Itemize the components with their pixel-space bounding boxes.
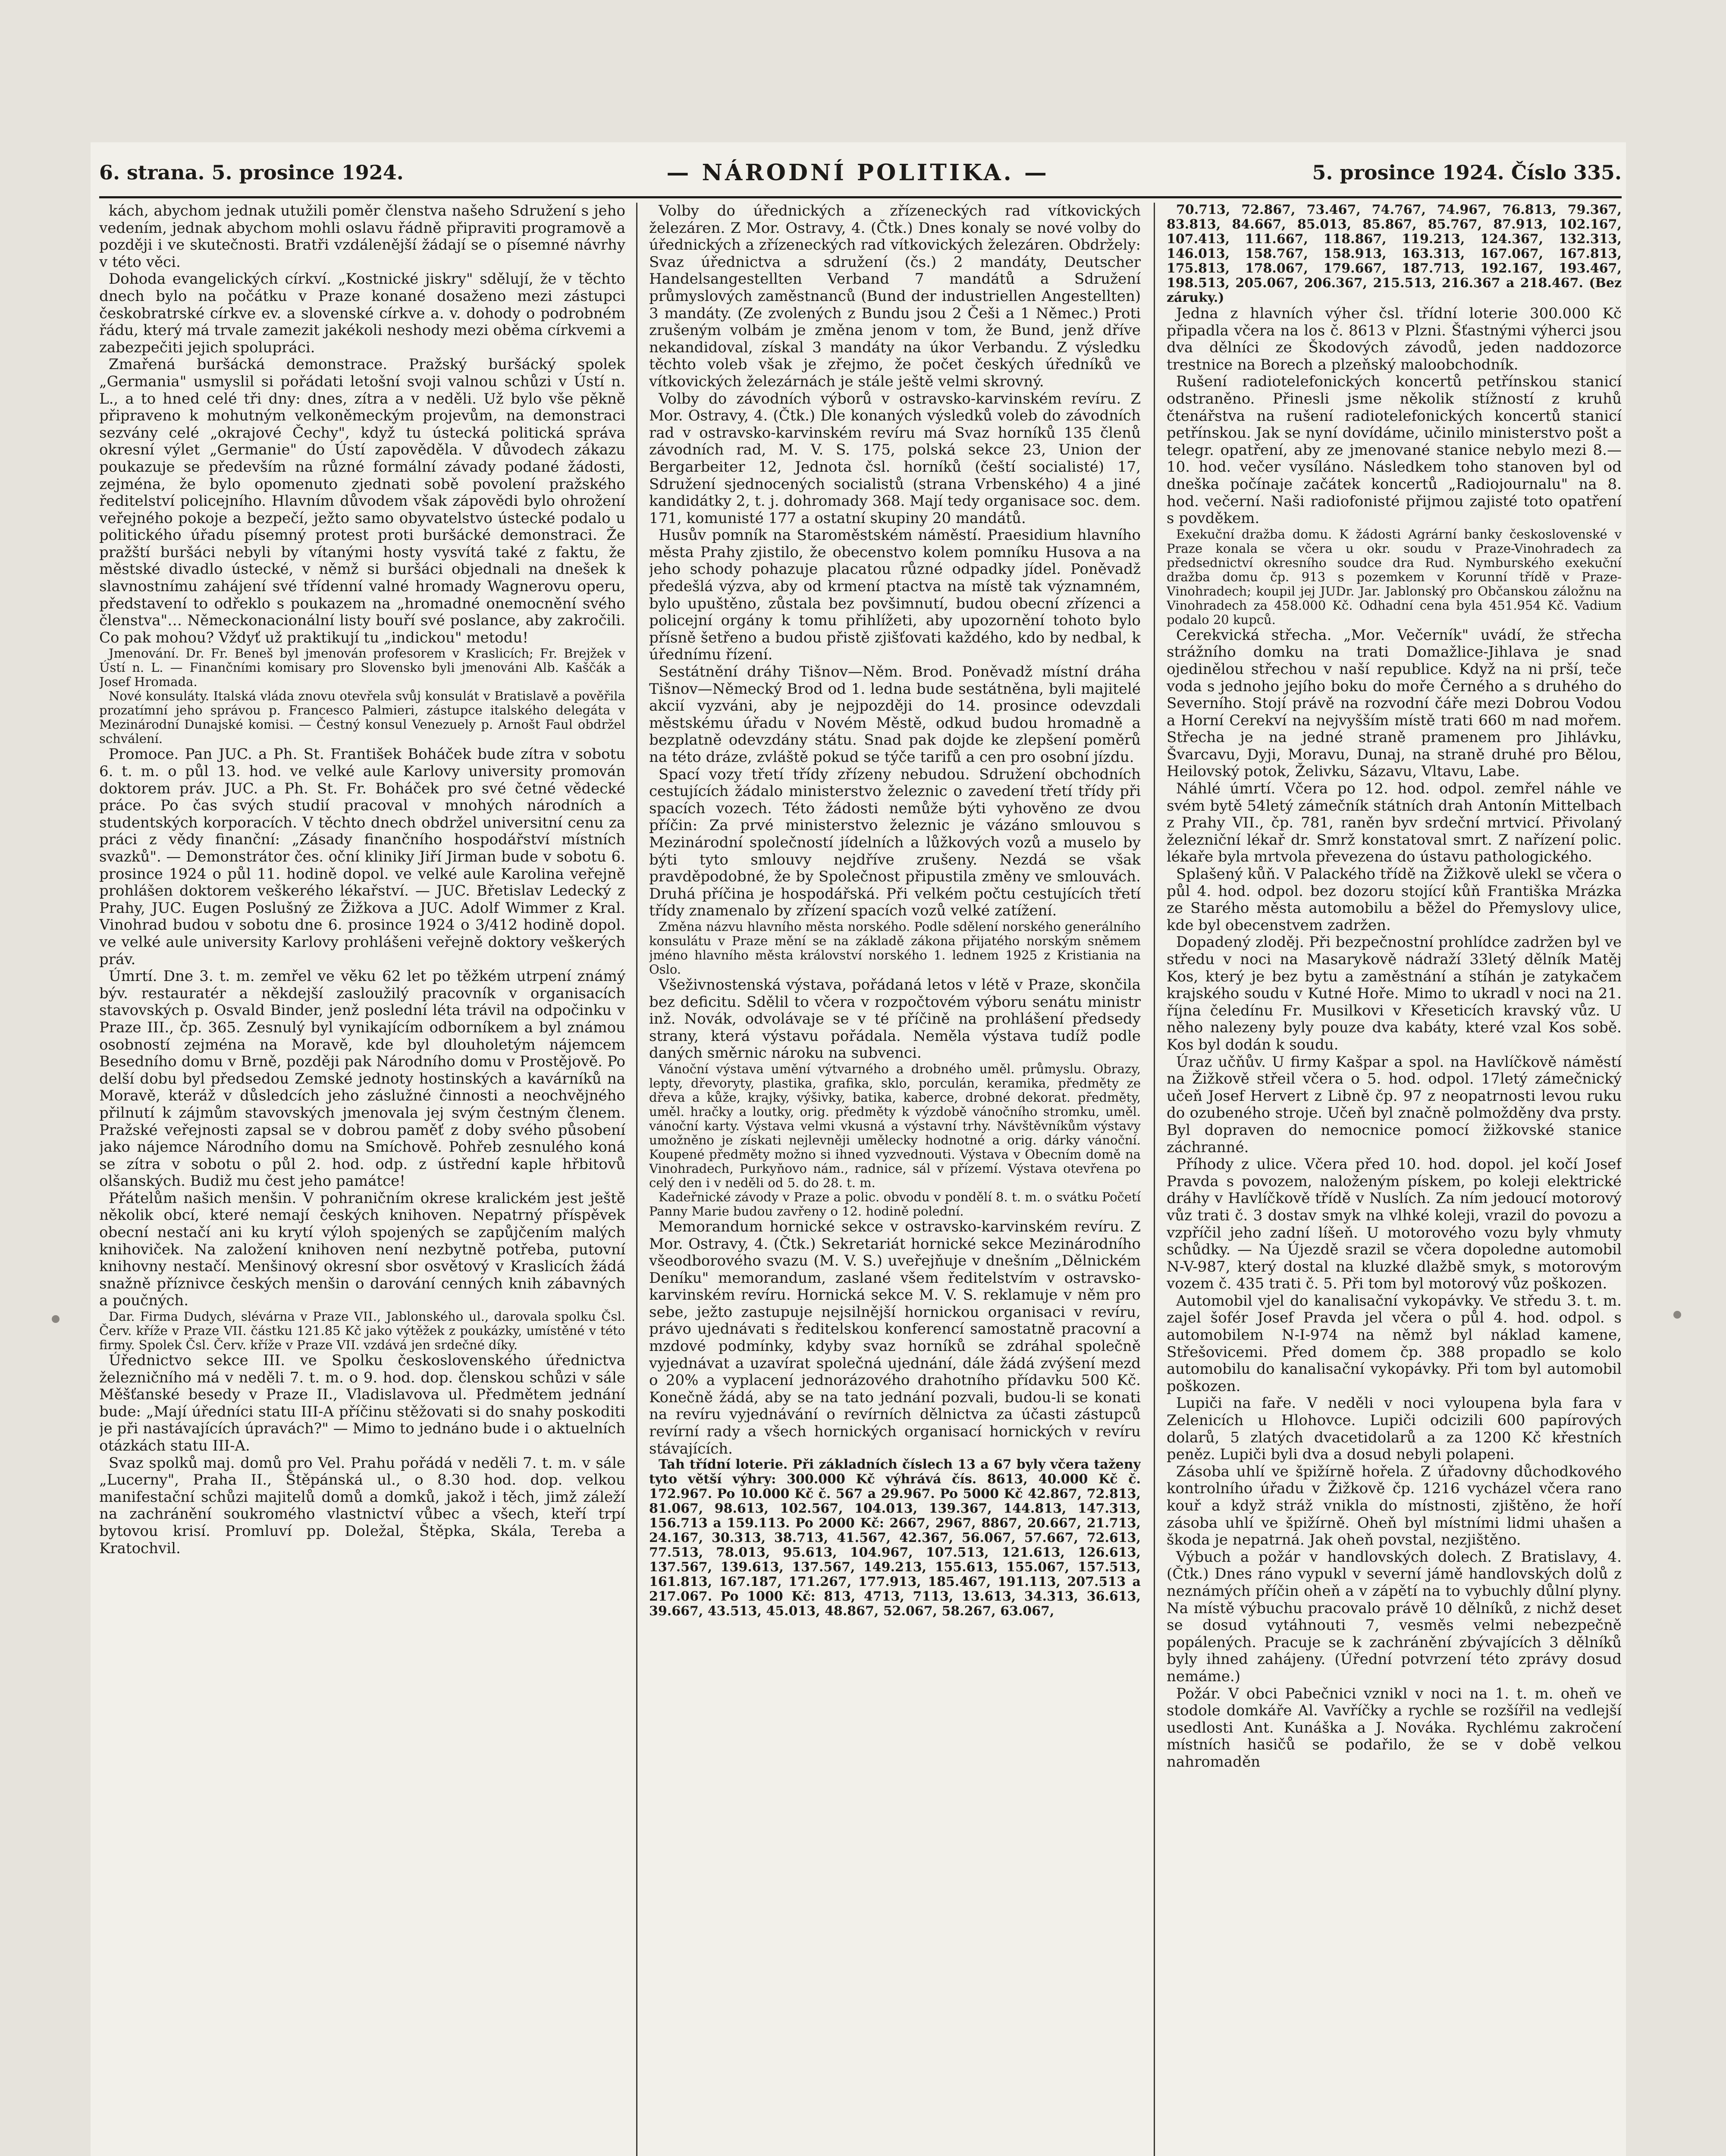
- article: kách, abychom jednak utužili poměr členstva našeho Sdružení s jeho vedením, jednak abychom mohli oslavu řádně připraviti programově a později i ve skutečnosti. Bratři vzdálenější žádají se o písemné návrhy v této věci.: [99, 203, 625, 271]
- article: Dopadený zloděj. Při bezpečnostní prohlídce zadržen byl ve středu v noci na Masarykově nádraží 33letý dělník Matěj Kos, který je bez bytu a zaměstnání a stíhán je zatykačem krajského soudu v Kutné Hoře. Mimo to ukradl v noci na 21. října čeledínu Fr. Musilkovi v Křeseticích kravský vůz. U něho nalezeny byly pouze dva kabáty, které vzal Kos sobě. Kos byl dodán k soudu.: [1167, 934, 1622, 1053]
- article: Splašený kůň. V Palackého třídě na Žižkově ulekl se včera o půl 4. hod. odpol. bez dozoru stojící kůň Františka Mrázka ze Starého města automobilu a běžel do Přemyslovy ulice, kde byl obecenstvem zadržen.: [1167, 865, 1622, 934]
- article: Jmenování. Dr. Fr. Beneš byl jmenován profesorem v Kraslicích; Fr. Brejžek v Ústí n. L. — Finančními komisary pro Slovensko byli jmenováni Alb. Kaščák a Josef Hromada.: [99, 646, 625, 689]
- article: Dohoda evangelických církví. „Kostnické jiskry" sdělují, že v těchto dnech bylo na počátku v Praze konané dosaženo mezi zástupci českobratrské církve ev. a slovenské církve a. v. dohody o podrobném řádu, který má trvale zamezit jakékoli neshody mezi oběma církvemi a zabezpečiti jejich spolupráci.: [99, 270, 625, 356]
- article: Lupiči na faře. V neděli v noci vyloupena byla fara v Zelenicích u Hlohovce. Lupiči odcizili 600 papírových dolarů, 5 zlatých dvacetidolarů a za 1200 Kč křestních peněz. Lupiči byli dva a dosud nebyli polapeni.: [1167, 1395, 1622, 1463]
- article: Přátelům našich menšin. V pohraničním okrese kralickém jest ještě několik obcí, které nemají českých knihoven. Nepatrný příspěvek obecní nestačí ani ku krytí výloh spojených se zapůjčením malých knihoviček. Na založení knihoven není nezbytně potřeba, putovní knihovny nestačí. Menšinový okresní sbor osvětový v Kraslicích žádá snažně příznivce českých menšin o darování cenných knih zábavných a poučných.: [99, 1189, 625, 1310]
- lottery-results: Tah třídní loterie. Při základních číslech 13 a 67 byly včera taženy tyto větší výhry: 300.000 Kč výhrává čís. 8613, 40.000 Kč č. 172.967. Po 10.000 Kč č. 567 a 29.967. Po 5000 Kč 42.867, 72.813, 81.067, 98.613, 102.567, 104.013, 139.367, 144.813, 147.313, 156.713 a 159.113. Po 2000 Kč: 2667, 2967, 8867, 20.667, 21.713, 24.167, 30.313, 38.713, 41.567, 42.367, 56.067, 57.667, 72.613, 77.513, 78.013, 95.613, 104.967, 107.513, 121.613, 126.613, 137.567, 139.613, 137.567, 149.213, 155.613, 155.067, 157.513, 161.813, 167.187, 171.267, 177.913, 185.467, 191.113, 207.513 a 217.067. Po 1000 Kč: 813, 4713, 7113, 13.613, 34.313, 36.613, 39.667, 43.513, 45.013, 48.867, 52.067, 58.267, 63.067,: [649, 1457, 1141, 1619]
- article: Memorandum hornické sekce v ostravsko-karvinském revíru. Z Mor. Ostravy, 4. (Čtk.) Sekretariát hornické sekce Mezinárodního všeodborového svazu (M. V. S.) uveřejňuje v dnešním „Dělnickém Deníku" memorandum, zaslané všem ředitelstvím v ostravsko-karvinském revíru. Hornická sekce M. V. S. reklamuje v něm pro sebe, ježto zastupuje nejsilnější hornickou organisaci v revíru, právo ujednávati s ředitelskou konferencí samostatně pracovní a mzdové podmínky, kdyby svaz horníků se zdráhal společně vyjednávat a uzavírat společná ujednání, dále žádá zvýšení mezd o 20% a vyplacení jednorázového drahotního přídavku 500 Kč. Konečně žádá, aby se na tato jednání pozvali, budou-li se konati na revíru vyjednávání o revírních dělnictva za účasti zástupců revírní rady a všech hornických organisací hornických v revíru stávajících.: [649, 1218, 1141, 1457]
- article: Nové konsuláty. Italská vláda znovu otevřela svůj konsulát v Bratislavě a pověřila prozatímní jeho správou p. Francesco Palmieri, zástupce italského delegáta v Mezinárodní Dunajské komisi. — Čestný konsul Venezuely p. Arnošt Faul obdržel schválení.: [99, 689, 625, 746]
- newspaper-title: — NÁRODNÍ POLITIKA. —: [666, 159, 1049, 186]
- article: Husův pomník na Staroměstském náměstí. Praesidium hlavního města Prahy zjistilo, že obecenstvo kolem pomníku Husova a na jeho schody pohazuje placatou různé odpadky jídel. Poněvadž předešlá výzva, aby od krmení ptactva na místě tak významném, bylo upuštěno, zůstala bez povšimnutí, budou obecní zřízenci a policejní orgány k tomu přihlížeti, aby upozornění tohoto bylo přísně šetřeno a budou přistě zjišťovati každého, kdo by nedbal, k úřednímu řízení.: [649, 526, 1141, 664]
- article: Exekuční dražba domu. K žádosti Agrární banky československé v Praze konala se včera u okr. soudu v Praze-Vinohradech za předsednictví okresního soudce dra Rud. Nymburského exekuční dražba domu čp. 913 s pozemkem v Korunní třídě v Praze-Vinohradech; koupil jej JUDr. Jar. Jablonský pro Občanskou záložnu na Vinohradech za 458.000 Kč. Odhadní cena byla 451.954 Kč. Vadium podalo 20 kupců.: [1167, 526, 1622, 627]
- article: Promoce. Pan JUC. a Ph. St. František Boháček bude zítra v sobotu 6. t. m. o půl 13. hod. ve velké aule Karlovy university promován doktorem práv. JUC. a Ph. St. Fr. Boháček pro své četné vědecké práce. Po čas svých studií pracoval v mnohých národních a studentských korporacích. V těchto dnech obdržel universitní cenu za práci z vědy finanční: „Zásady finančního hospodářství místních svazků". — Demonstrátor čes. oční kliniky Jiří Jirman bude v sobotu 6. prosince 1924 o půl 11. hodině dopol. ve velké aule Karolina veřejně prohlášen doktorem veškerého lékařství. — JUC. Břetislav Ledecký z Prahy, JUC. Eugen Poslušný ze Žižkova a JUC. Adolf Wimmer z Kral. Vinohrad budou v sobotu dne 6. prosince 1924 o 3/412 hodině dopol. ve velké aule university Karlovy prohlášeni veřejně doktory veškerých práv.: [99, 746, 625, 968]
- article: Vánoční výstava umění výtvarného a drobného uměl. průmyslu. Obrazy, lepty, dřevoryty, plastika, grafika, sklo, porculán, keramika, předměty ze dřeva a kůže, krajky, výšivky, batika, kaberce, drobné dekorat. předměty, uměl. hračky a loutky, orig. předměty k výzdobě vánočního stromku, uměl. vánoční karty. Výstava velmi vkusná a výstavní trhy. Návštěvníkům výstavy umožněno je získati nejlevněji umělecky hodnotné a orig. dárky vánoční. Koupené předměty možno si ihned vyzvednouti. Výstava v Obecním domě na Vinohradech, Purkyňovo nám., radnice, sál v přízemí. Výstava otevřena po celý den i v neděli od 5. do 28. t. m.: [649, 1061, 1141, 1190]
- article: Zmařená buršácká demonstrace. Pražský buršácký spolek „Germania" usmyslil si pořádati letošní svoji valnou schůzi v Ústí n. L., a to hned celé tři dny: dnes, zítra a v neděli. Už bylo vše pěkně připraveno k mohutným velkoněmeckým projevům, na demonstraci sezvány celé „okrajové Čechy", když tu ústecká politická správa okresní výlet „Germanie" do Ústí zapověděla. V důvodech zákazu poukazuje se především na různé formální závady podané žádosti, zejména, že bylo opomenuto zjednati sobě povolení pražského ředitelství policejního. Hlavním důvodem však zápovědi bylo ohrožení veřejného pokoje a bezpečí, ježto samo obyvatelstvo ústecké podalo u politického úřadu písemný protest proti buršácké demonstraci. Že pražští buršáci nebyli by vítanými hosty vysvítá také z faktu, že městské divadlo ústecké, v němž si buršáci objednali na dnešek k slavnostnímu zahájení své třídenní valné hromady Wagnerovu operu, představení to odřeklo s poukazem na „hromadné onemocnění svého členstva"… Německonacionální listy bouří své poslance, aby zakročili. Co pak mohou? Vždyť už praktikují tu „indickou" metodu!: [99, 356, 625, 646]
- article: Dar. Firma Dudych, slévárna v Praze VII., Jablonského ul., darovala spolku Čsl. Červ. kříže v Praze VII. částku 121.85 Kč jako výtěžek z poukázky, umístěné v této firmy. Spolek Čsl. Červ. kříže v Praze VII. vzdává jen srdečné díky.: [99, 1309, 625, 1353]
- article: Cerekvická střecha. „Mor. Večerník" uvádí, že střecha strážního domku na trati Domažlice-Jihlava je snad ojedinělou střechou v naší republice. Když na ni prší, teče voda s jednoho jejího boku do moře Černého a s druhého do Severního. Stojí právě na rozvodní čáře mezi Dobrou Vodou a Horní Cerekví na nejvyšším místě trati 660 m nad mořem. Střecha je na jedné straně pramenem pro Jihlávku, Švarcavu, Dyji, Moravu, Dunaj, na straně druhé pro Bělou, Heilovský potok, Želivku, Sázavu, Vltavu, Labe.: [1167, 626, 1622, 780]
- article: Úraz učňův. U firmy Kašpar a spol. na Havlíčkově náměstí na Žižkově střeil včera o 5. hod. odpol. 17letý zámečnický učeň Josef Hervert z Libně čp. 97 z neopatrnosti levou ruku do ozubeného stroje. Učeň byl značně polmožděny dva prsty. Byl dopraven do nemocnice pomocí žižkovské stanice záchranné.: [1167, 1053, 1622, 1156]
- article: Příhody z ulice. Včera před 10. hod. dopol. jel kočí Josef Pravda s povozem, naloženým pískem, po koleji elektrické dráhy v Havlíčkově třídě v Nuslích. Za ním jedoucí motorový vůz trati č. 3 dostav smyk na vlhké koleji, vrazil do povozu a vzpříčil jeho zadní líšeň. U motorového vozu byly vhmuty schůdky. — Na Újezdě srazil se včera dopoledne automobil N-V-987, který dostal na kluzké dlažbě smyk, s motorovým vozem č. 435 trati č. 5. Při tom byl motorový vůz poškozen.: [1167, 1156, 1622, 1293]
- lottery-results-continued: 70.713, 72.867, 73.467, 74.767, 74.967, 76.813, 79.367, 83.813, 84.667, 85.013, 85.867, 85.767, 87.913, 102.167, 107.413, 111.667, 118.867, 119.213, 124.367, 132.313, 146.013, 158.767, 158.913, 163.313, 167.067, 167.813, 175.813, 178.067, 179.667, 187.713, 192.167, 193.467, 198.513, 205.067, 206.367, 215.513, 216.367 a 218.467. (Bez záruky.): [1167, 203, 1622, 305]
- article: Volby do úřednických a zřízeneckých rad vítkovických železáren. Z Mor. Ostravy, 4. (Čtk.) Dnes konaly se nové volby do úřednických a zřízeneckých rad vítkovických železáren. Obdržely: Svaz úřednictva a sdružení (čs.) 2 mandáty, Deutscher Handelsangestellten Verband 7 mandátů a Sdružení průmyslových zaměstnanců (Bund der industriellen Angestellten) 3 mandáty. (Ze zvolených z Bundu jsou 2 Češi a 1 Němec.) Proti zrušeným volbám je změna jenom v tom, že Bund, jenž dříve nekandidoval, získal 3 mandáty na úkor Verbandu. Z výsledku těchto voleb však je zřejmo, že počet českých úředníků ve vítkovických železárnách je stále ještě velmi skrovný.: [649, 203, 1141, 390]
- header-left: 6. strana. 5. prosince 1924.: [99, 161, 404, 184]
- column-2: [649, 203, 1141, 2156]
- article: Spací vozy třetí třídy zřízeny nebudou. Sdružení obchodních cestujících žádalo ministerstvo železnic o zavedení třetí třídy při spacích vozech. Této žádosti nemůže býti vyhověno ze dvou příčin: Za prvé ministerstvo železnic je vázáno smlouvou s Mezinárodní společností jídelních a lůžkových vozů a muselo by býti tyto smlouvy nejdříve zrušeny. Nezdá se však pravděpodobné, že by Společnost připustila změny ve smlouvách. Druhá příčina je hospodářská. Při velkém počtu cestujících třetí třídy znamenalo by zřízení spacích vozů velké zatížení.: [649, 765, 1141, 920]
- column-divider: [1154, 203, 1155, 2156]
- article: Jedna z hlavních výher čsl. třídní loterie 300.000 Kč připadla včera na los č. 8613 v Plzni. Šťastnými výherci jsou dva dělníci ze Škodových závodů, jeden naddozorce trestnice na Borech a plzeňský maloobchodník.: [1167, 305, 1622, 373]
- header-rule: [99, 196, 1622, 198]
- article: Kadeřnické závody v Praze a polic. obvodu v pondělí 8. t. m. o svátku Početí Panny Marie budou zavřeny o 12. hodině polední.: [649, 1189, 1141, 1219]
- article: Úmrtí. Dne 3. t. m. zemřel ve věku 62 let po těžkém utrpení známý býv. restauratér a někdejší zasloužilý pracovník v organisacích stavovských p. Osvald Binder, jenž poslední léta trávil na odpočinku v Praze III., čp. 365. Zesnulý byl vynikajícím odborníkem a byl známou osobností zejména na Moravě, kde byl dlouholetým nájemcem Besedního domu v Brně, později pak Národního domu v Prostějově. Po delší dobu byl předsedou Zemské jednoty hostinských a kavárníků na Moravě, kteráž v důsledcích jeho záslužné činnosti a neochvějného přilnutí k zájmům stavovských jmenovala jej svým čestným členem. Pražské veřejnosti zapsal se v dobrou paměť z doby svého působení jako nájemce Národního domu na Smíchově. Pohřeb zesnulého koná se zítra v sobotu o půl 2. hod. odp. z ústřední kaple hřbitovů olšanských. Budiž mu čest jeho památce!: [99, 968, 625, 1190]
- column-1: [99, 203, 625, 2156]
- article: Volby do závodních výborů v ostravsko-karvinském revíru. Z Mor. Ostravy, 4. (Čtk.) Dle konaných výsledků voleb do závodních rad v ostravsko-karvinském revíru má Svaz horníků 135 členů závodních rad, M. V. S. 175, polská sekce 23, Union der Bergarbeiter 12, Jednota čsl. horníků (čeští socialisté) 17, Sdružení sjednocených socialistů (strana Vrbenského) 4 a jiné kandidátky 2, t. j. dohromady 368. Mají tedy organisace soc. dem. 171, komunisté 177 a ostatní skupiny 20 mandátů.: [649, 390, 1141, 527]
- article: Sestátnění dráhy Tišnov—Něm. Brod. Poněvadž místní dráha Tišnov—Německý Brod od 1. ledna bude sestátněna, byli majitelé akcií vyzváni, aby je nejpozději do 14. prosince odevzdali městskému úřadu v Novém Městě, odkud budou hromadně a bezplatně odevzdány státu. Snad pak dojde ke zlepšení poměrů na této dráze, zvláště pokud se týče tarifů a cen pro osobní jízdu.: [649, 663, 1141, 766]
- article: Náhlé úmrtí. Včera po 12. hod. odpol. zemřel náhle ve svém bytě 54letý zámečník státních drah Antonín Mittelbach z Prahy VII., čp. 781, raněn byv srdeční mrtvicí. Přivolaný železniční lékař dr. Smrž konstatoval smrt. Z nařízení polic. lékaře byla mrtvola převezena do ústavu pathologického.: [1167, 780, 1622, 866]
- article: Svaz spolků maj. domů pro Vel. Prahu pořádá v neděli 7. t. m. v sále „Lucerny", Praha II., Štěpánská ul., o 8.30 hod. dop. velkou manifestační schůzi majitelů domů a domků, jakož i těch, jimž záleží na zachránění soukromého vlastnictví vůbec a všech, kteří trpí bytovou krisí. Promluví pp. Doležal, Štěpka, Skála, Tereba a Kratochvil.: [99, 1454, 625, 1557]
- article: Automobil vjel do kanalisační vykopávky. Ve středu 3. t. m. zajel šofér Josef Pravda jel včera o půl 4. hod. odpol. s automobilem N-I-974 na němž byl náklad kamene, Střešovicemi. Před domem čp. 388 propadlo se kolo automobilu do kanalisační vykopávky. Při tom byl automobil poškozen.: [1167, 1292, 1622, 1395]
- header-right: 5. prosince 1924. Číslo 335.: [1312, 161, 1622, 184]
- article: Požár. V obci Pabečnici vznikl v noci na 1. t. m. oheň ve stodole domkáře Al. Vavříčky a rychle se rozšířil na vedlejší usedlosti Ant. Kunáška a J. Nováka. Rychlému zakročení místních hasičů se podařilo, že se v době velkou nahromaděn: [1167, 1685, 1622, 1771]
- article: Úřednictvo sekce III. ve Spolku československého úřednictva železničního má v neděli 7. t. m. o 9. hod. dop. členskou schůzi v sále Měšťanské besedy v Praze II., Vladislavova ul. Předmětem jednání bude: „Mají úředníci statu III-A příčinu stěžovati si do snahy poskoditi je při nastávajících úpravách?" — Mimo to jednáno bude i o aktuelních otázkách statu III-A.: [99, 1352, 625, 1454]
- column-3: [1167, 203, 1622, 2156]
- scan-mark: [1673, 1311, 1681, 1319]
- article: Změna názvu hlavního města norského. Podle sdělení norského generálního konsulátu v Praze mění se na základě zákona přijatého norským sněmem jméno hlavního města království norského 1. lednem 1925 z Kristiania na Oslo.: [649, 919, 1141, 977]
- page-header: [99, 155, 1622, 190]
- article: Zásoba uhlí ve špižírně hořela. Z úřadovny důchodkového kontrolního úřadu v Žižkově čp. 1216 vycházel včera rano kouř a když stráž vnikla do místnosti, zjištěno, že hoří zásoba uhlí ve špižírně. Oheň byl místními lidmi uhašen a škoda je nepatrná. Jak oheň povstal, nezjištěno.: [1167, 1463, 1622, 1549]
- article: Výbuch a požár v handlovských dolech. Z Bratislavy, 4. (Čtk.) Dnes ráno vypukl v severní jámě handlovských dolů z neznámých příčin oheň a v zápětí na to vybuchly důlní plyny. Na místě výbuchu pracovalo právě 10 dělníků, z nichž deset se dosud vytáhnouti 7, vesměs velmi nebezpečně popálených. Pracuje se k zachránění zbývajících 3 dělníků byly ihned zahájeny. (Úřední potvrzení této zprávy dosud nemáme.): [1167, 1548, 1622, 1685]
- scan-mark: [52, 1315, 60, 1323]
- article: Rušení radiotelefonických koncertů petřínskou stanicí odstraněno. Přinesli jsme několik stížností z kruhů čtenářstva na rušení radiotelefonických koncertů stanicí petřínskou. Jak se nyní dovídáme, učinilo ministerstvo pošt a telegr. opatření, aby ze jmenované stanice nebylo mezi 8.—10. hod. večer vysíláno. Následkem toho stanoven byl od dneška počínaje začátek koncertů „Radiojournalu" na 8. hod. večerní. Naši radiofonisté přijmou zajisté toto opatření s povděkem.: [1167, 373, 1622, 527]
- column-divider: [636, 203, 637, 2156]
- article: Všeživnostenská výstava, pořádaná letos v létě v Praze, skončila bez deficitu. Sdělil to včera v rozpočtovém výboru senátu ministr inž. Novák, odvolávaje se v té příčině na prohlášení předsedy strany, která výstavu pořádala. Neměla výstava tudíž podle daných směrnic nároku na subvenci.: [649, 976, 1141, 1062]
